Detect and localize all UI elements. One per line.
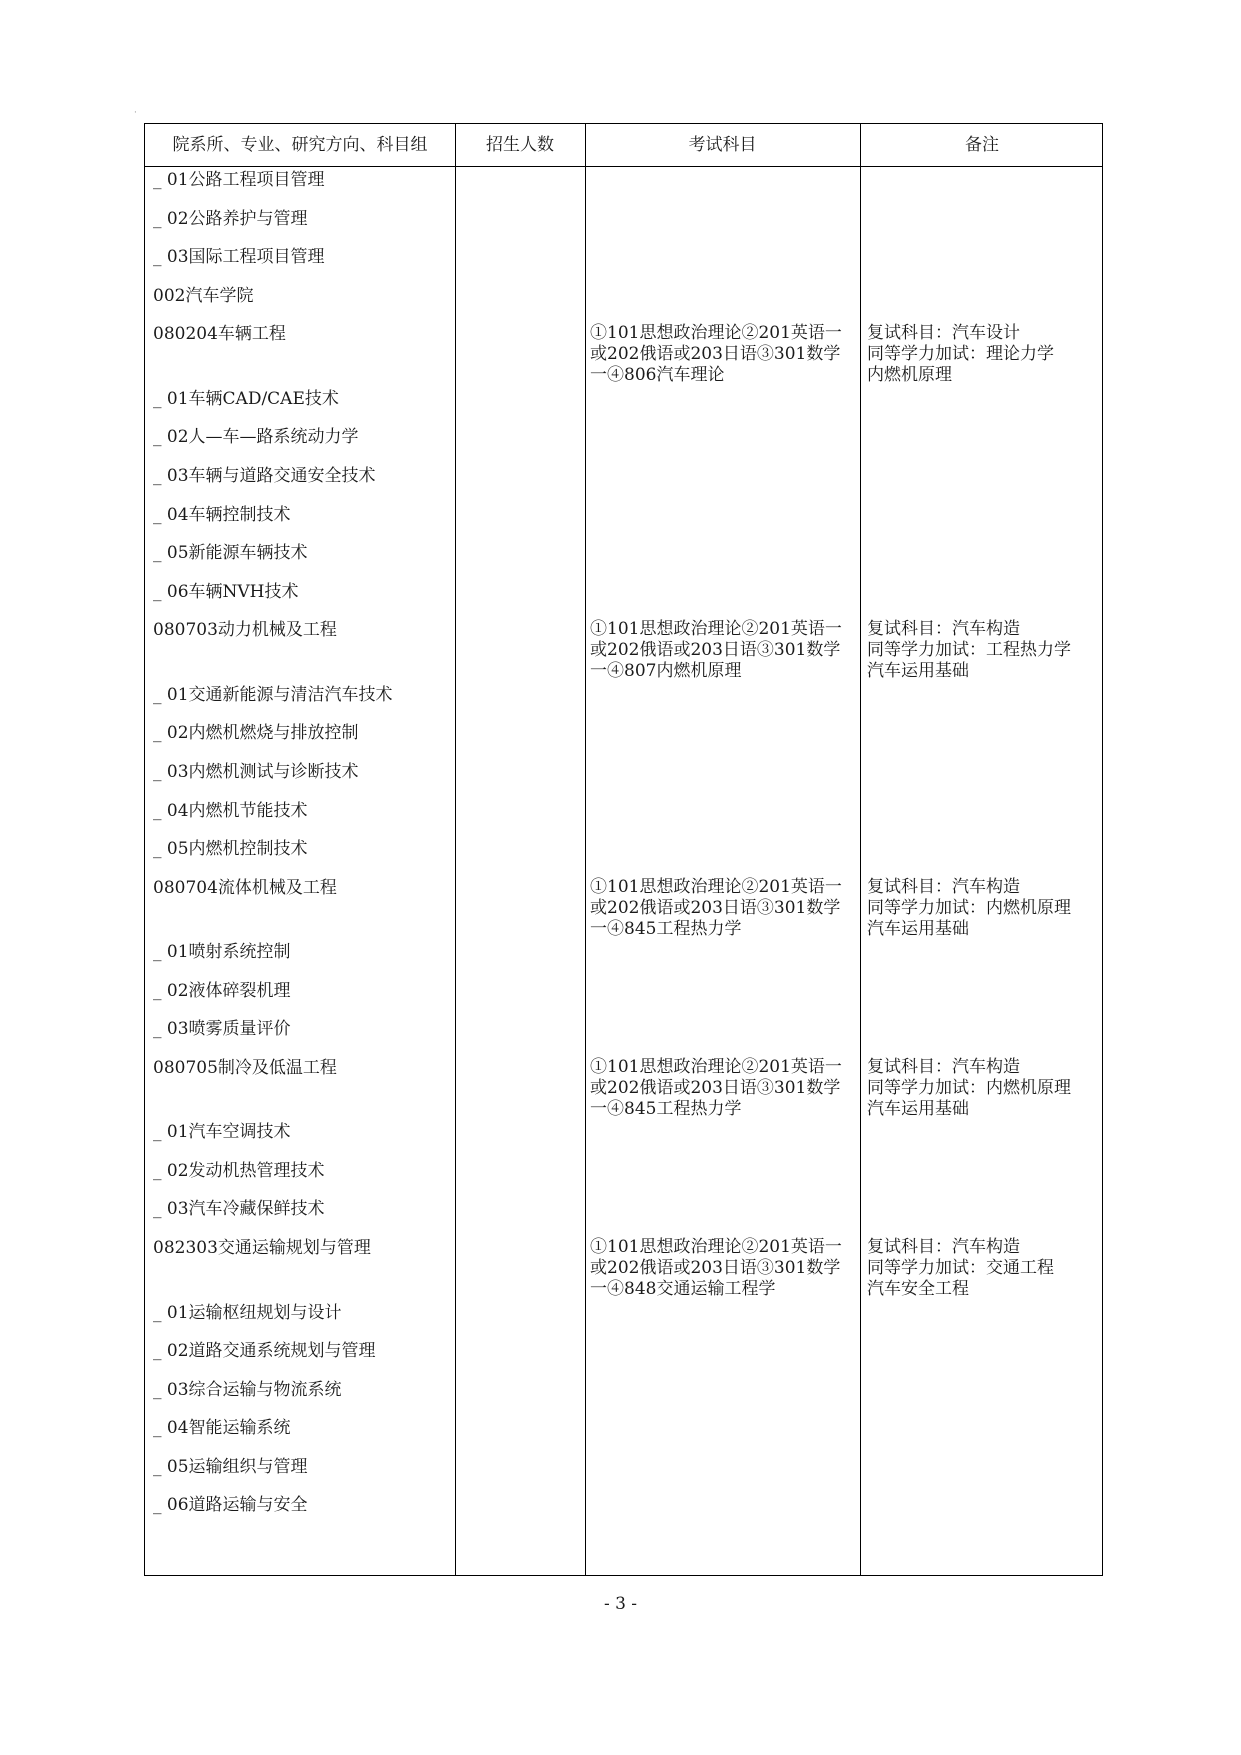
research-direction: _ 06道路运输与安全 xyxy=(153,1495,308,1515)
exam-subjects: ①101思想政治理论②201英语一 或202俄语或203日语③301数学 一④845工程热力学 xyxy=(590,877,842,939)
research-direction: _ 01公路工程项目管理 xyxy=(153,170,325,190)
notes: 复试科目：汽车构造 同等学力加试：内燃机原理 汽车运用基础 xyxy=(867,877,1071,939)
research-direction: _ 03综合运输与物流系统 xyxy=(153,1380,342,1400)
research-direction: _ 01交通新能源与清洁汽车技术 xyxy=(153,685,393,705)
research-direction: _ 03车辆与道路交通安全技术 xyxy=(153,466,376,486)
notes: 复试科目：汽车设计 同等学力加试：理论力学 内燃机原理 xyxy=(867,323,1054,385)
notes: 复试科目：汽车构造 同等学力加试：工程热力学 汽车运用基础 xyxy=(867,619,1071,681)
research-direction: _ 03汽车冷藏保鲜技术 xyxy=(153,1199,325,1219)
research-direction: _ 04内燃机节能技术 xyxy=(153,801,308,821)
column-divider xyxy=(860,124,861,1575)
research-direction: _ 01汽车空调技术 xyxy=(153,1122,291,1142)
research-direction: _ 02公路养护与管理 xyxy=(153,209,308,229)
notes: 复试科目：汽车构造 同等学力加试：交通工程 汽车安全工程 xyxy=(867,1237,1054,1299)
research-direction: _ 02道路交通系统规划与管理 xyxy=(153,1341,376,1361)
column-divider xyxy=(585,124,586,1575)
major-title: 080703动力机械及工程 xyxy=(153,620,337,640)
admissions-table xyxy=(144,123,1103,1576)
research-direction: _ 03国际工程项目管理 xyxy=(153,247,325,267)
major-title: 080204车辆工程 xyxy=(153,324,286,344)
research-direction: _ 04车辆控制技术 xyxy=(153,505,291,525)
department-title: 002汽车学院 xyxy=(153,286,254,306)
research-direction: _ 02人—车—路系统动力学 xyxy=(153,427,359,447)
header-program: 院系所、专业、研究方向、科目组 xyxy=(172,135,428,155)
research-direction: _ 06车辆NVH技术 xyxy=(153,582,299,602)
major-title: 080705制冷及低温工程 xyxy=(153,1058,337,1078)
header-notes: 备注 xyxy=(965,135,999,155)
research-direction: _ 03内燃机测试与诊断技术 xyxy=(153,762,359,782)
column-divider xyxy=(455,124,456,1575)
header-enrollment: 招生人数 xyxy=(486,135,554,155)
exam-subjects: ①101思想政治理论②201英语一 或202俄语或203日语③301数学 一④848交通运输工程学 xyxy=(590,1237,842,1299)
major-title: 080704流体机械及工程 xyxy=(153,878,337,898)
research-direction: _ 05新能源车辆技术 xyxy=(153,543,308,563)
major-title: 082303交通运输规划与管理 xyxy=(153,1238,371,1258)
research-direction: _ 01运输枢纽规划与设计 xyxy=(153,1303,342,1323)
exam-subjects: ①101思想政治理论②201英语一 或202俄语或203日语③301数学 一④845工程热力学 xyxy=(590,1057,842,1119)
research-direction: _ 02液体碎裂机理 xyxy=(153,981,291,1001)
header-divider xyxy=(145,166,1102,167)
research-direction: _ 05内燃机控制技术 xyxy=(153,839,308,859)
research-direction: _ 05运输组织与管理 xyxy=(153,1457,308,1477)
header-exam-subjects: 考试科目 xyxy=(688,135,757,155)
research-direction: _ 02内燃机燃烧与排放控制 xyxy=(153,723,359,743)
exam-subjects: ①101思想政治理论②201英语一 或202俄语或203日语③301数学 一④806汽车理论 xyxy=(590,323,842,385)
research-direction: _ 01车辆CAD/CAE技术 xyxy=(153,389,339,409)
research-direction: _ 04智能运输系统 xyxy=(153,1418,291,1438)
notes: 复试科目：汽车构造 同等学力加试：内燃机原理 汽车运用基础 xyxy=(867,1057,1071,1119)
research-direction: _ 01喷射系统控制 xyxy=(153,942,291,962)
scan-speck: · xyxy=(134,108,137,118)
exam-subjects: ①101思想政治理论②201英语一 或202俄语或203日语③301数学 一④807内燃机原理 xyxy=(590,619,842,681)
page-number: - 3 - xyxy=(603,1594,638,1614)
research-direction: _ 02发动机热管理技术 xyxy=(153,1161,325,1181)
research-direction: _ 03喷雾质量评价 xyxy=(153,1019,291,1039)
